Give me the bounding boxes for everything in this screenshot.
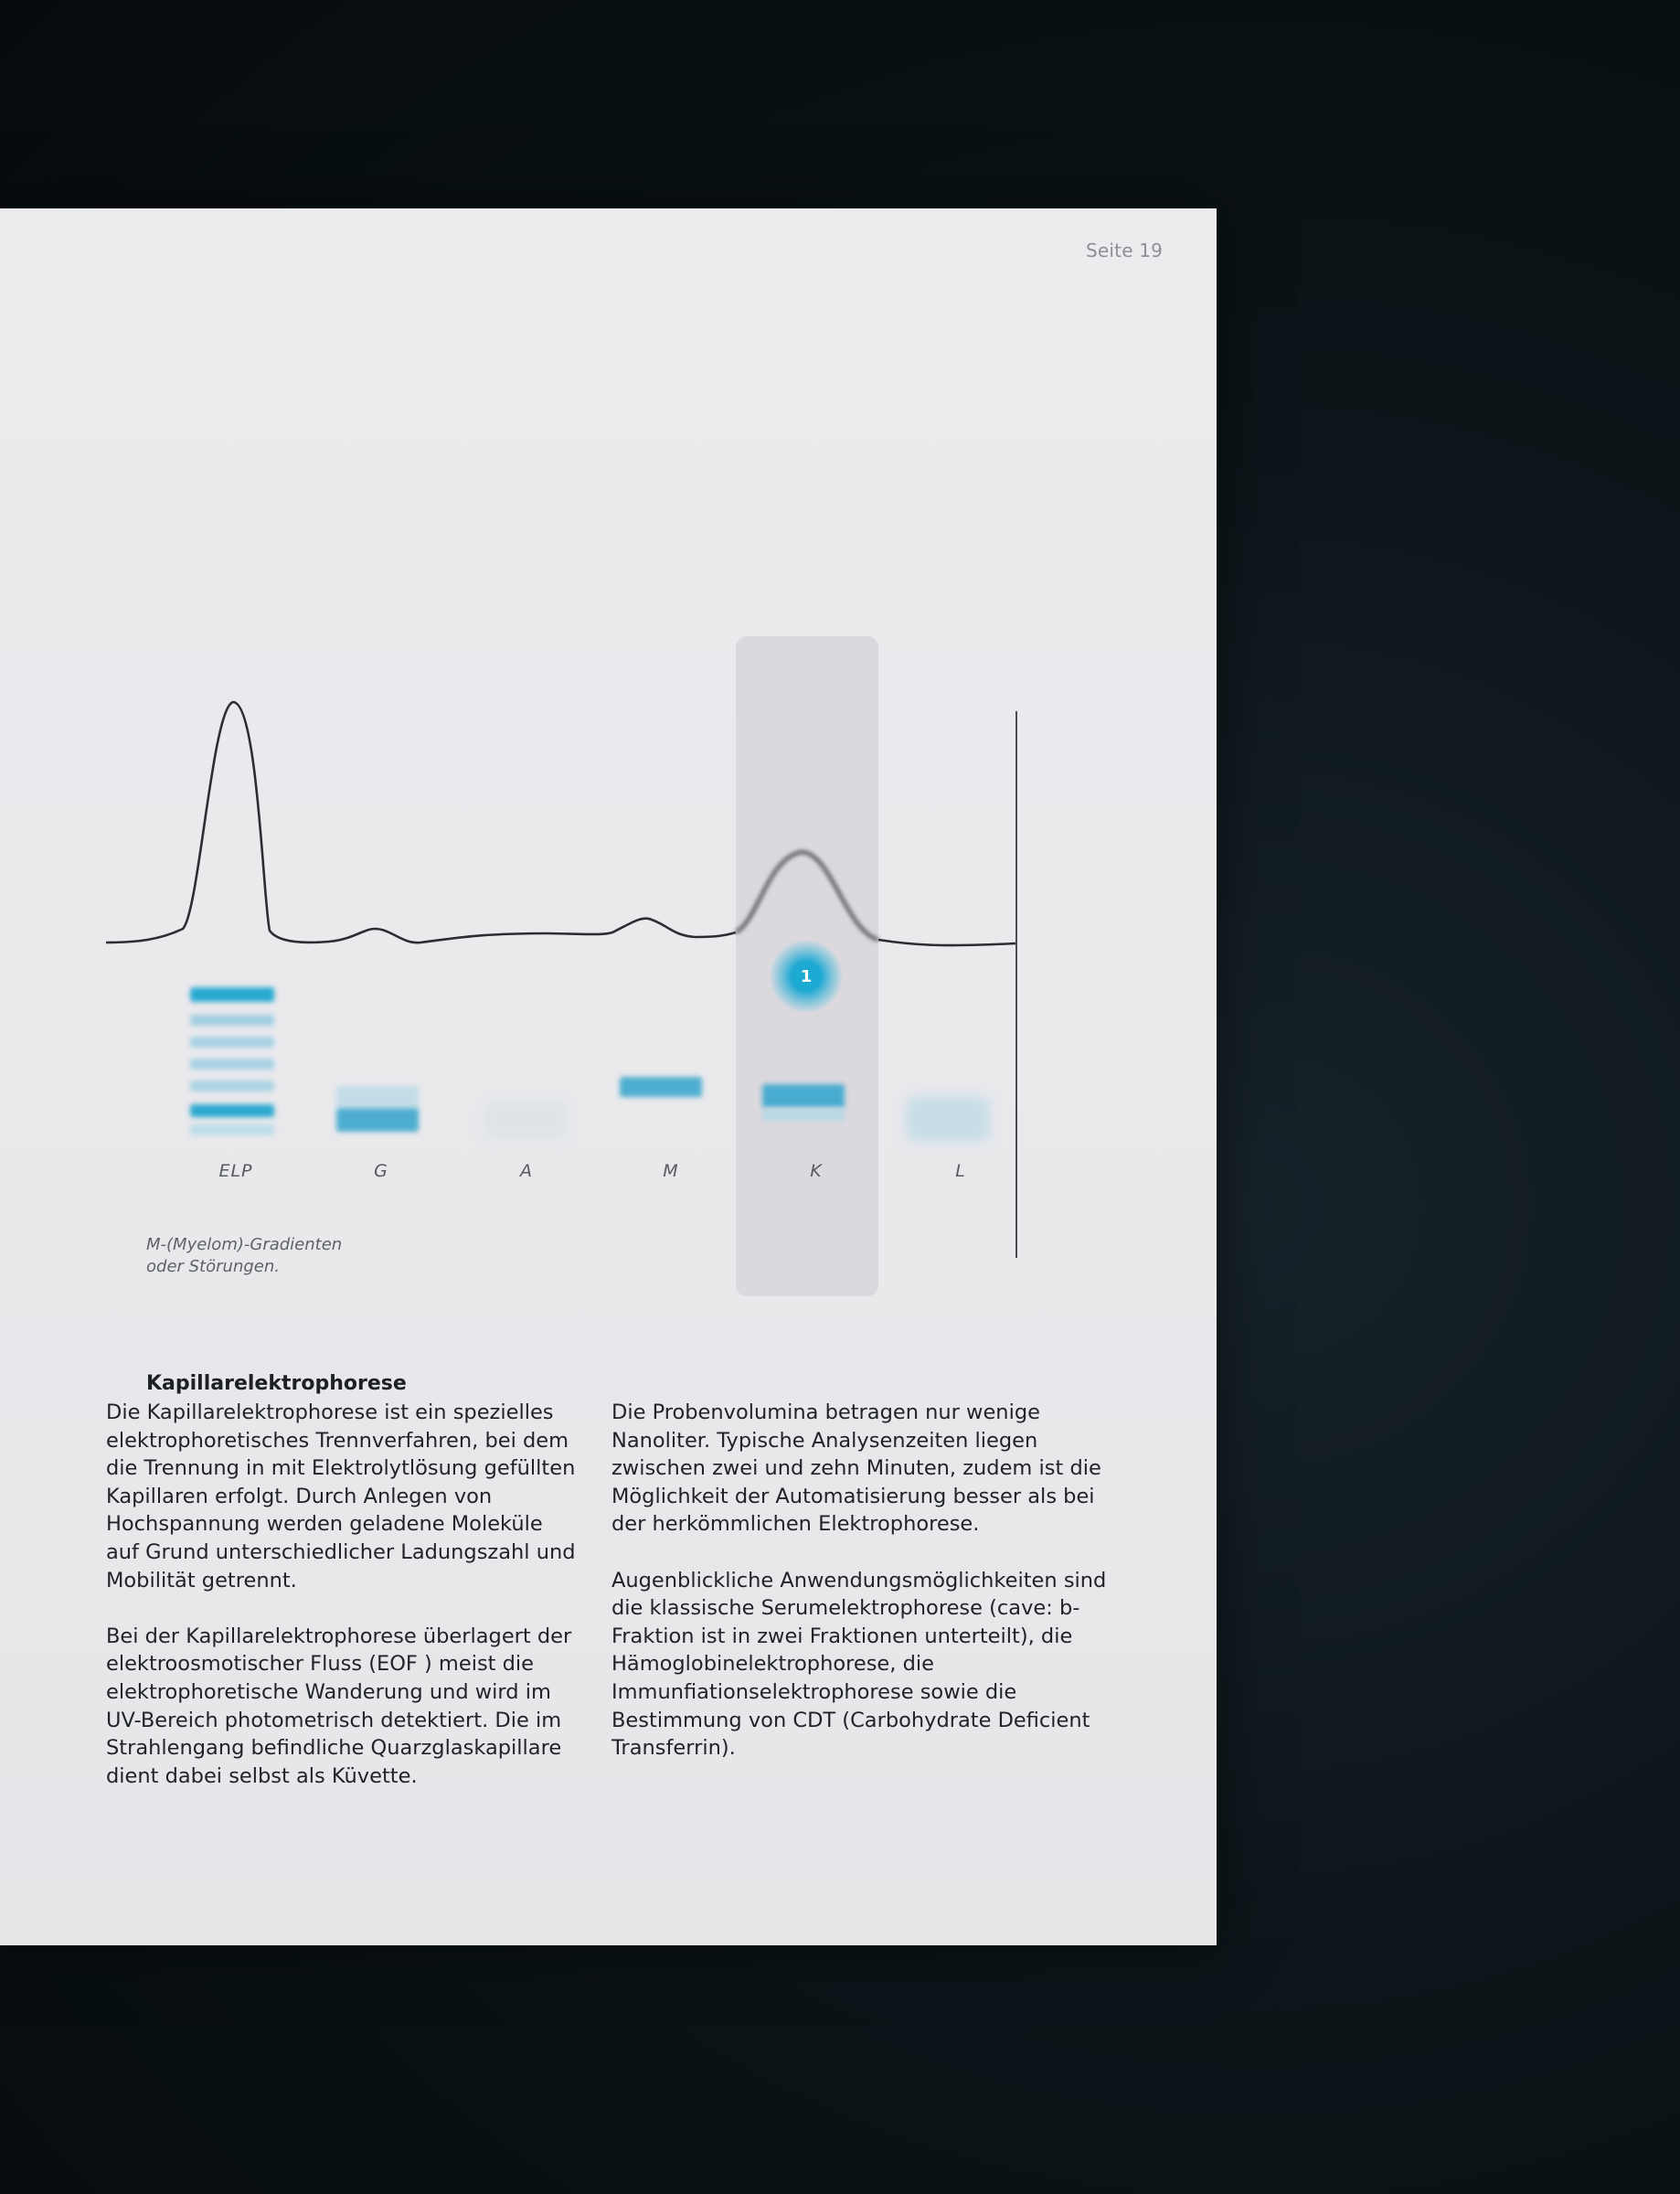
caption-line-1: M-(Myelom)-Gradienten	[146, 1235, 343, 1254]
band-elp-4	[190, 1059, 274, 1070]
band-k	[762, 1084, 845, 1108]
band-g-light	[336, 1086, 419, 1108]
lane-label-a: A	[520, 1161, 533, 1181]
curve-path-k-peak	[736, 852, 878, 940]
document-page	[0, 208, 1217, 1945]
band-elp-3	[190, 1037, 274, 1048]
band-elp-2	[190, 1015, 274, 1026]
lane-label-l: L	[955, 1161, 966, 1181]
curve-path-left	[106, 702, 736, 943]
section-title: Kapillarelektrophorese	[146, 1372, 407, 1395]
lane-label-m: M	[663, 1161, 679, 1181]
paragraph: Die Probenvolumina betragen nur wenige Nanoliter. Typische Analysenzeiten liegen zwischen zwei und zehn Minuten, zudem ist die Möglichkeit der Automatisierung besser als bei der herkömmlichen Elektrophorese.	[611, 1401, 1101, 1537]
text-column-left	[106, 1399, 581, 1818]
lane-label-g: G	[374, 1161, 388, 1181]
band-elp-1	[190, 987, 274, 1002]
band-l	[907, 1097, 989, 1141]
band-g-dark	[336, 1108, 419, 1132]
page-number: Seite 19	[1086, 240, 1164, 261]
band-m	[620, 1077, 702, 1097]
lane-label-k: K	[810, 1161, 823, 1181]
band-elp-7	[190, 1124, 274, 1135]
marker-number: 1	[800, 966, 813, 986]
band-elp-5	[190, 1081, 274, 1092]
curve-path-right	[878, 940, 1015, 945]
band-k-light	[762, 1108, 845, 1121]
figure-caption	[146, 1234, 420, 1278]
paragraph: Die Kapillarelektrophorese ist ein spezielles elektrophoretisches Trennverfahren, bei dem die Trennung in mit Elektrolytlösung gefüllten Kapillaren erfolgt. Durch Anlegen von Hochspannung werden geladene Moleküle auf Grund unterschiedlicher Ladungszahl und Mobilität getrennt.	[106, 1401, 576, 1592]
band-a	[484, 1102, 567, 1139]
paragraph: Augenblickliche Anwendungsmöglichkeiten sind die klassische Serumelektrophorese (cave: b-Fraktion ist in zwei Fraktionen unterteilt), die Hämoglobinelektrophorese, die Immunfiationselektrophorese sowie die Bestimmung von CDT (Carbohydrate Deficient Transferrin).	[611, 1568, 1107, 1761]
electropherogram-curve	[0, 208, 1217, 1214]
caption-line-2: oder Störungen.	[146, 1257, 280, 1276]
lane-label-elp: ELP	[218, 1161, 253, 1181]
annotation-marker[interactable]	[770, 940, 843, 1013]
text-column-right	[611, 1399, 1123, 1790]
paragraph: Bei der Kapillarelektrophorese überlagert der elektroosmotischer Fluss (EOF ) meist die elektrophoretische Wanderung und wird im UV-Bereich photometrisch detektiert. Die im Strahlengang befindliche Quarzglaskapillare dient dabei selbst als Küvette.	[106, 1624, 572, 1788]
band-elp-6	[190, 1104, 274, 1117]
